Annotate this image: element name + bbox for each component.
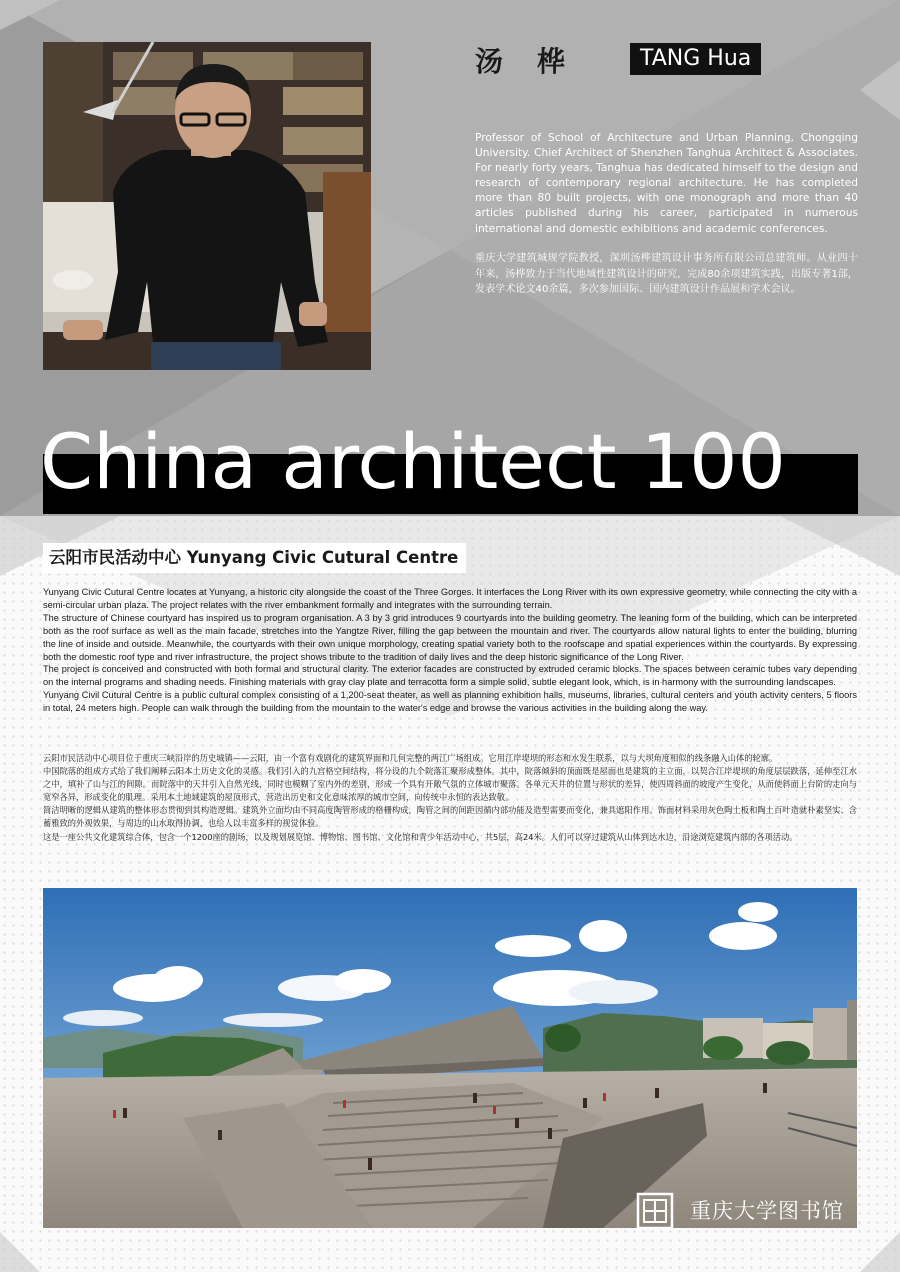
- project-description-chinese: [43, 752, 857, 844]
- bio-english: Professor of School of Architecture and Urban Planning, Chongqing University. Chief Architect of Shenzhen Tanghua Architect & Associates. For nearly forty years, Tanghua has dedicated himself to the design and research of contemporary regional architecture. He has completed more than 80 built projects, with one monograph and more than 40 articles published during his career, participated in numerous international and domestic exhibitions and academic conferences.: [475, 132, 858, 235]
- project-title: 云阳市民活动中心 Yunyang Civic Cutural Centre: [43, 543, 466, 573]
- description-en-paragraph: The structure of Chinese courtyard has inspired us to program organisation. A 3 by 3 grid introduces 9 courtyards into the building geometry. The leaning form of the building, which can be interpreted both as the roof surface as well as the main facade, stretches into the Yangtze River, filling the gap between the mountain and river. The courtyards allow natural lights to enter the building, blurring the line of inside and outside. Meanwhile, the courtyards with their own unique morphology, creating spatial variety both to the roofscape and spatial experiences within the courtyards. By expressing both the domestic roof type and river infrastructure, the project shows tribute to the tradition of daily lives and the deep historic significance of the Long River.: [43, 612, 857, 662]
- description-cn-paragraph: 这是一座公共文化建筑综合体，包含一个1200座的剧场，以及规划展览馆、博物馆、图书馆、文化馆和青少年活动中心，共5层，高24米。人们可以穿过建筑从山体到达水边，沿途浏览建筑内部的各项活动。: [43, 831, 798, 842]
- description-cn-paragraph: 云阳市民活动中心项目位于重庆三峡沿岸的历史城镇——云阳，由一个富有戏剧化的建筑界面和几何完整的两江广场组成。它用江岸堤坝的形态和水发生联系，以与大坝角度相似的线条融入山体的轮廓。: [43, 753, 778, 763]
- architect-name-chinese: 汤桦: [475, 45, 600, 78]
- project-photo: [43, 888, 857, 1228]
- project-description-english: [43, 586, 857, 715]
- description-en-paragraph: Yunyang Civic Cutural Centre locates at Yunyang, a historic city alongside the coast of the Three Gorges. It interfaces the Long River with its own expressive geometry, while connecting the city with a semi-circular urban plaza. The project relates with the river embankment formally and integrates with the surrounding terrain.: [43, 587, 857, 610]
- headline-title: China architect 100: [40, 417, 786, 506]
- architect-name-english: TANG Hua: [630, 43, 761, 75]
- library-logo-icon: [636, 1192, 674, 1230]
- description-en-paragraph: Yunyang Civil Cutural Centre is a public cultural complex consisting of a 1,200-seat theater, as well as planning exhibition halls, museums, libraries, cultural centers and youth activity centers, 5 floors in total, 24 meters high. People can walk through the building from the mountain to the water's edge and browse the various activities in the building along the way.: [43, 690, 857, 714]
- description-cn-paragraph: 简洁明晰的逻辑从建筑的整体形态贯彻到其构造逻辑。建筑外立面均由不同高度陶管形成的格栅构成，陶管之间的间距因循内部功能及造型需要而变化，兼具遮阳作用。饰面材料采用灰色陶土板和陶土百叶造就朴素坚实、含蓄雅致的外观效果，与周边的山水取得协调，也给人以丰富多样的视觉体验。: [43, 805, 857, 829]
- architect-portrait-photo: [43, 42, 371, 370]
- description-en-paragraph: The project is conceived and constructed with both formal and structural clarity. The exterior facades are constructed by extruded ceramic blocks. The spaces between ceramic tubes vary depending on the internal programs and shading needs. Finishing materials with gray clay plate and terracotta form a simple solid, subtle elegant look, which, is in harmony with the surrounding landscapes.: [43, 664, 857, 688]
- bio-chinese: 重庆大学建筑城规学院教授，深圳汤桦建筑设计事务所有限公司总建筑师。从业四十年来，汤桦致力于当代地域性建筑设计的研究，完成80余项建筑实践，出版专著1部，发表学术论文40余篇，多次参加国际、国内建筑设计作品展和学术会议。: [475, 253, 858, 295]
- description-cn-paragraph: 中国院落的组成方式给了我们阐释云阳本土历史文化的灵感。我们引入的九宫格空间结构，将分设的九个院落汇聚形成整体。其中，院落倾斜的顶面既是屋面也是建筑的主立面，以契合江岸堤坝的角度层层跌落，延伸至江水之中，填补了山与江的间隙。而院落中的天井引入自然光线，同时也模糊了室内外的差别，形成一个具有开敞气氛的立体城市聚落。各单元天井的位置与形状的差异，使四周斜面的坡度产生变化，从而使斜面上台阶的走向与宽窄各异，形成变化的肌理。采用本土地域建筑的屋顶形式，营造出历史和文化意味浓厚的城市空间，向传统中永恒的表达致敬。: [43, 766, 857, 803]
- library-name: 重庆大学图书馆: [690, 1199, 844, 1223]
